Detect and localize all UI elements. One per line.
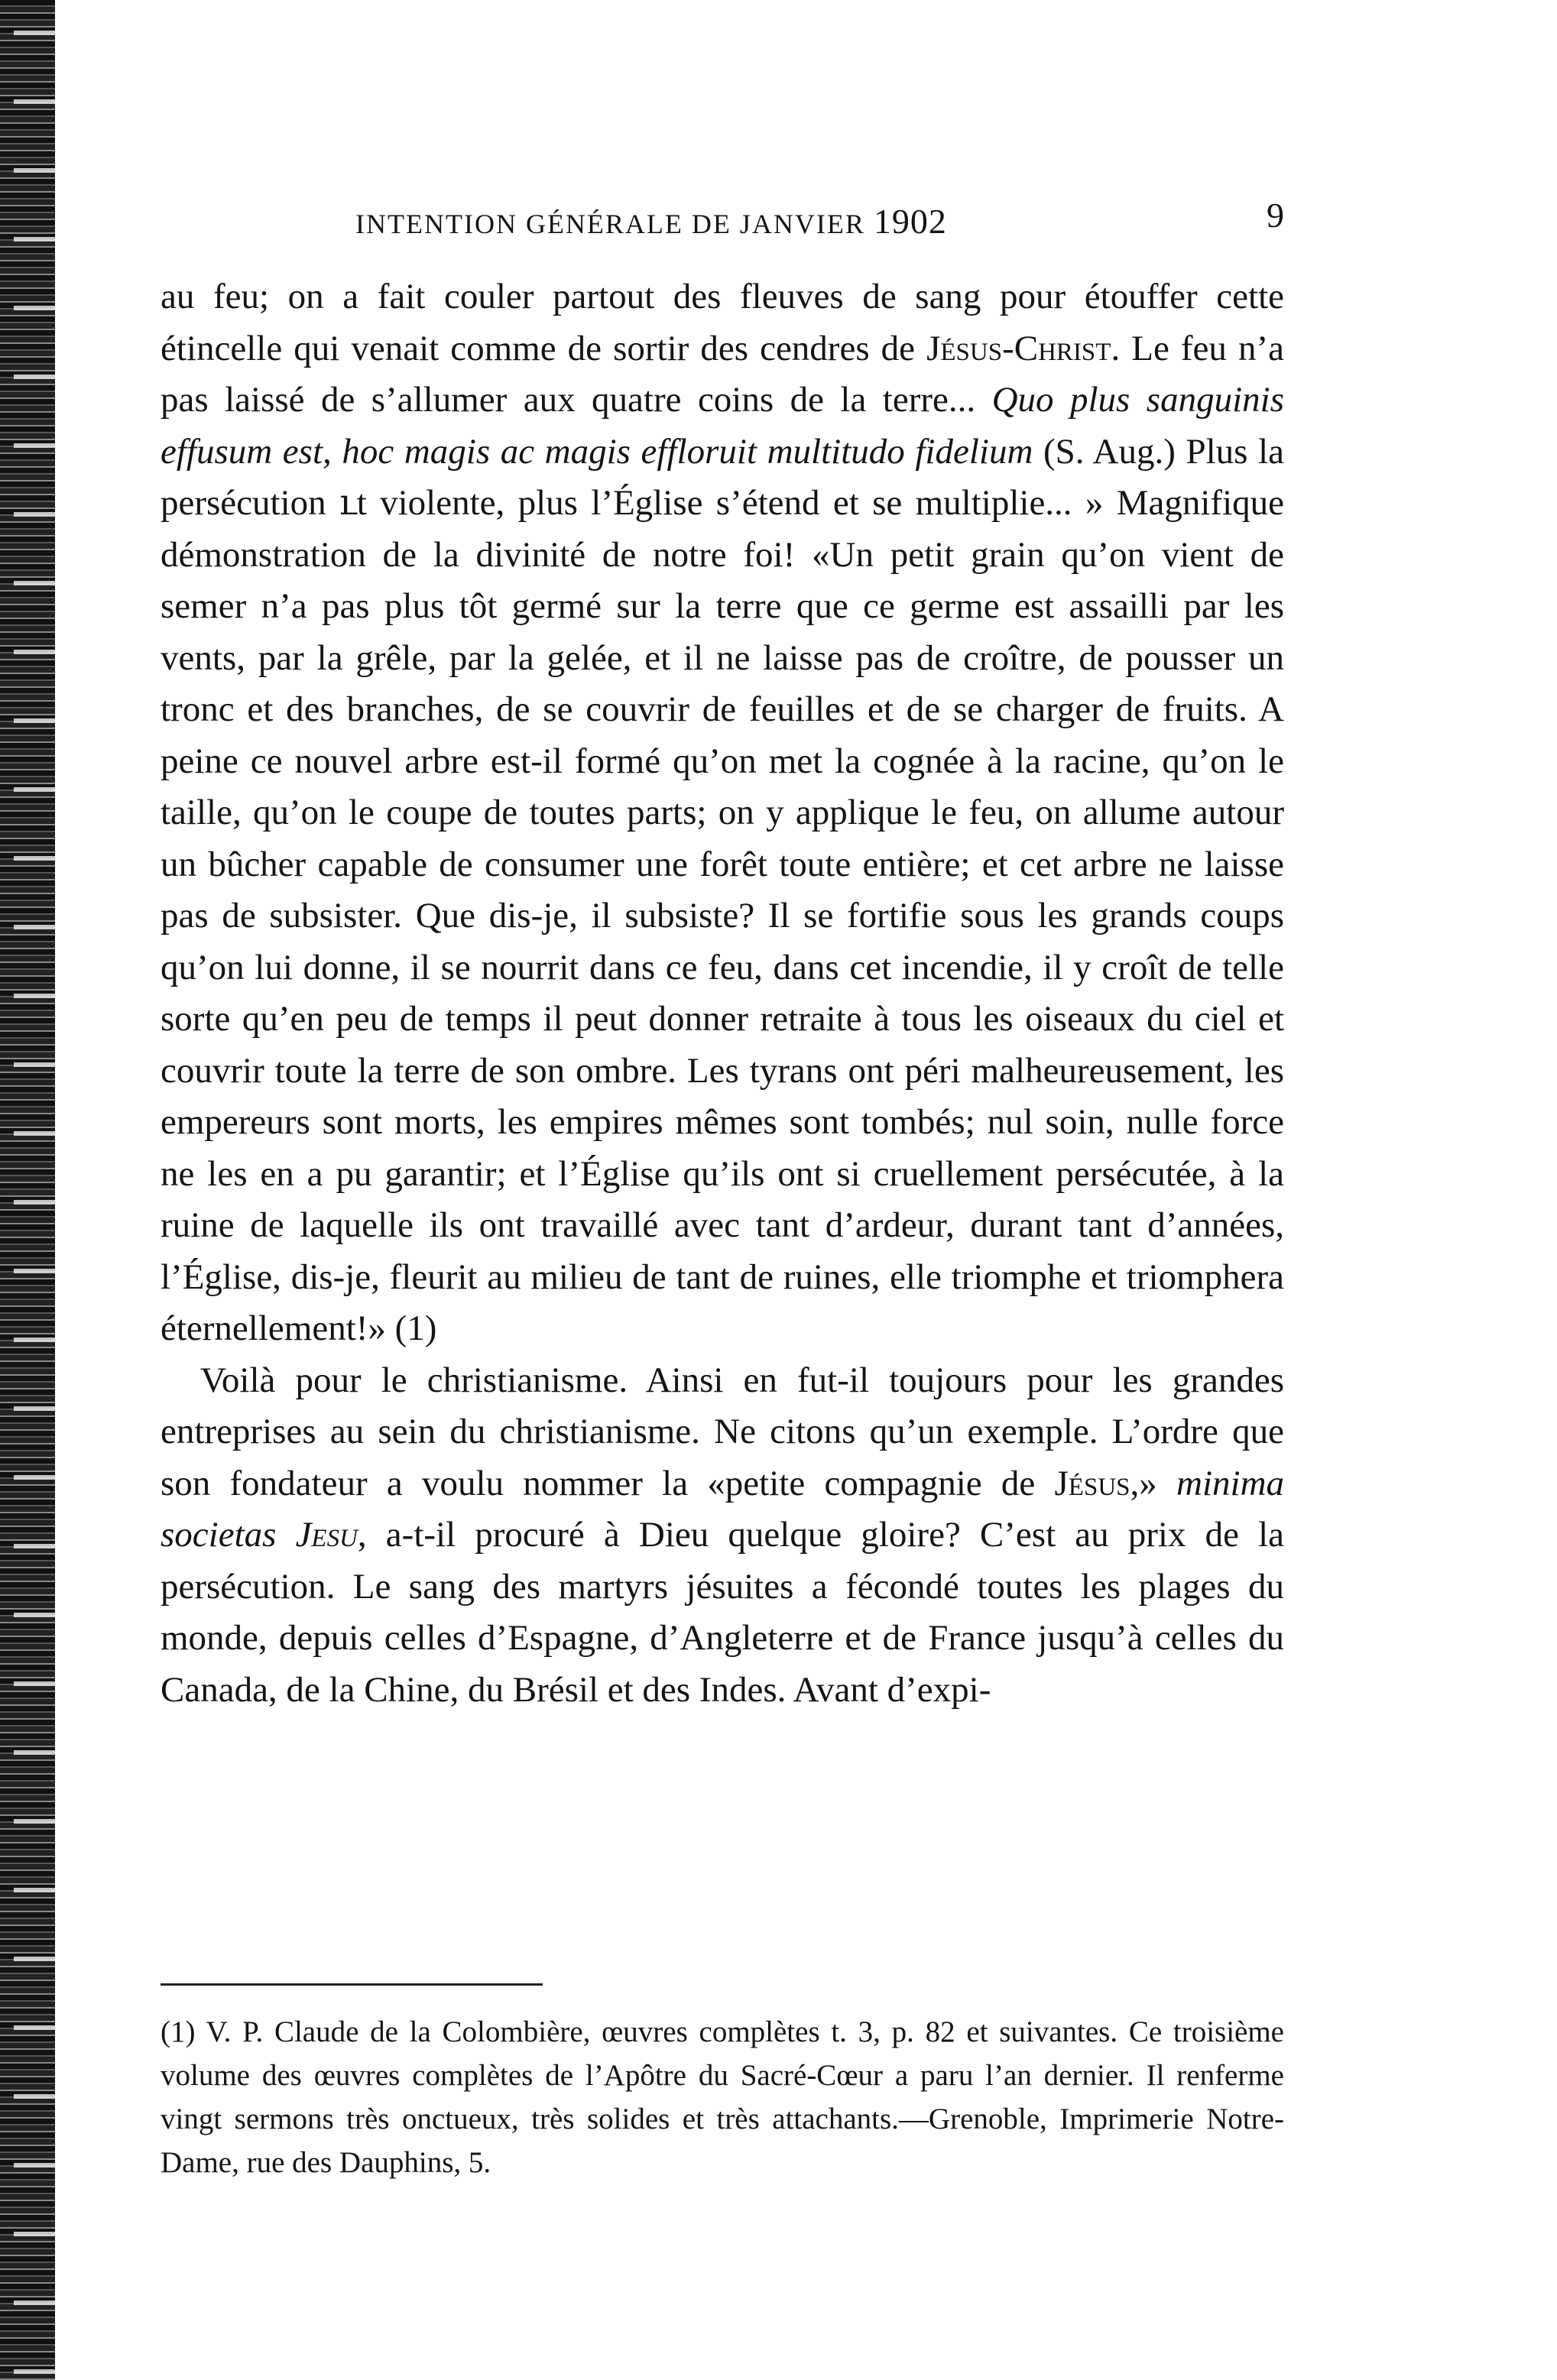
p2-text-2: ,»	[1130, 1463, 1177, 1503]
footnote-text: (1) V. P. Claude de la Colombière, œuvres complètes t. 3, p. 82 et suivantes. Ce troisième volume des œuvres complètes de l’Apôtre du Sacré-Cœur a paru l’an dernier. Il renferme vingt sermons très onctueux, très solides et très attachants.—Grenoble, Imprimerie Notre-Dame, rue des Dauphins, 5.	[161, 2015, 1284, 2179]
p1-text-2: . Le feu n’a pas laissé de s’allumer aux quatre coins de la terre...	[161, 328, 1284, 420]
running-head-year: 1902	[873, 202, 947, 241]
p2-latin-jesu: Jesu	[295, 1515, 358, 1555]
running-head-title: INTENTION GÉNÉRALE DE JANVIER	[355, 209, 865, 239]
body-text	[161, 271, 1284, 1716]
paragraph-1	[161, 271, 1284, 1355]
p1-text-3: (S. Aug.) Plus la persécution	[161, 431, 1284, 523]
footnote	[161, 2010, 1284, 2184]
p1-garbled-word: ւt	[339, 483, 367, 523]
p1-jesus-christ: Jésus-Christ	[926, 328, 1111, 368]
page-number: 9	[1267, 196, 1284, 235]
paragraph-2	[161, 1355, 1284, 1717]
p1-text-4: violente, plus l’Église s’étend et se multiplie... » Magnifique démonstration de la divinité de notre foi! «Un petit grain qu’on vient de semer n’a pas plus tôt germé sur la terre que ce germe est assailli par les vents, par la grêle, par la gelée, et il ne laisse pas de croître, de pousser un tronc et des branches, de se couvrir de feuilles et de se charger de fruits. A peine ce nouvel arbre est-il formé qu’on met la cognée à la racine, qu’on le taille, qu’on le coupe de toutes parts; on y applique le feu, on allume autour un bûcher capable de consumer une forêt toute entière; et cet arbre ne laisse pas de subsister. Que dis-je, il subsiste? Il se fortifie sous les grands coups qu’on lui donne, il se nourrit dans ce feu, dans cet incendie, il y croît de telle sorte qu’en peu de temps il peut donner retraite à tous les oiseaux du ciel et couvrir toute la terre de son ombre. Les tyrans ont péri malheureusement, les empereurs sont morts, les empires mêmes sont tombés; nul soin, nulle force ne les en a pu garantir; et l’Église qu’ils ont si cruellement persécutée, à la ruine de laquelle ils ont travaillé avec tant d’ardeur, durant tant d’années, l’Église, dis-je, fleurit au milieu de tant de ruines, elle triomphe et triomphera éternellement!» (1)	[161, 483, 1285, 1348]
p1-text-1: au feu; on a fait couler partout des fleuves de sang pour étouffer cette étincelle qui venait comme de sortir des cendres de	[161, 277, 1284, 368]
footnote-rule	[161, 1983, 543, 1986]
p2-jesus: Jésus	[1054, 1463, 1130, 1503]
scan-binding-edge	[0, 0, 55, 2380]
running-head	[355, 201, 947, 242]
page-header	[161, 195, 1284, 248]
p1-latin-quote: Quo plus sanguinis effusum est, hoc magis ac magis effloruit multitudo fidelium	[161, 380, 1284, 472]
p2-latin: minima societas	[161, 1463, 1285, 1555]
p2-text-3: , a-t-il procuré à Dieu quelque gloire? C’est au prix de la persécution. Le sang des martyrs jésuites a fécondé toutes les plages du monde, depuis celles d’Espagne, d’Angleterre et de France jusqu’à celles du Canada, de la Chine, du Brésil et des Indes. Avant d’expi-	[161, 1515, 1285, 1710]
p2-text-1: Voilà pour le christianisme. Ainsi en fut-il toujours pour les grandes entreprises au sein du christianisme. Ne citons qu’un exemple. L’ordre que son fondateur a voulu nommer la «petite compagnie de	[161, 1360, 1284, 1503]
